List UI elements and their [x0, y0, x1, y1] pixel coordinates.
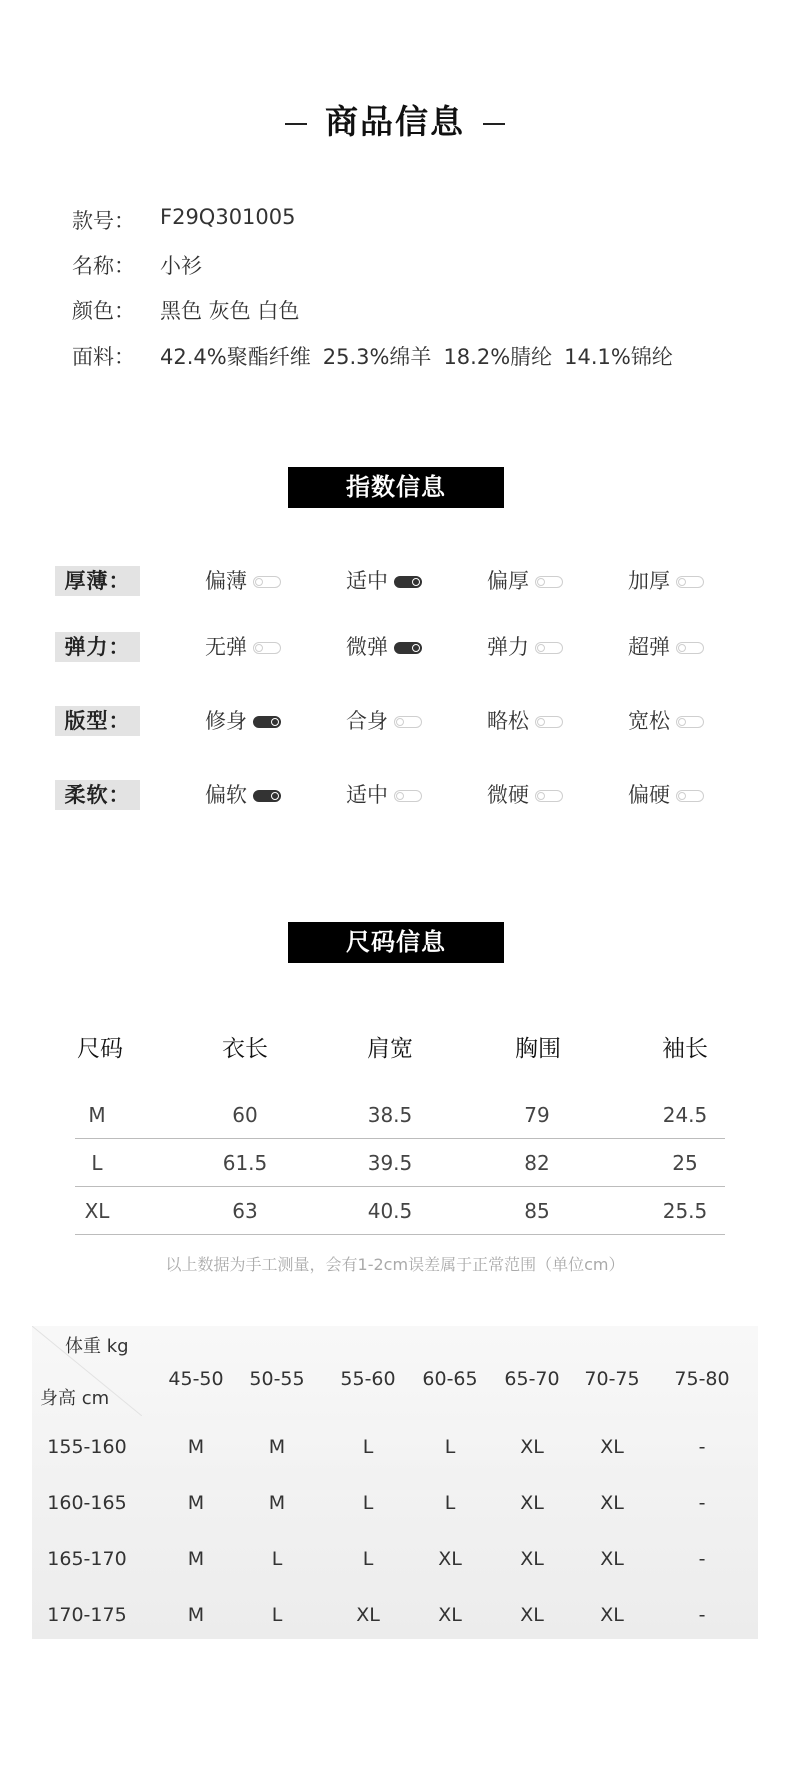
index-option	[487, 632, 563, 662]
info-label: 颜色：	[72, 299, 135, 323]
index-option-label: 适中	[346, 783, 388, 807]
index-option	[487, 566, 563, 596]
toggle-on-icon	[253, 790, 281, 802]
info-value-item: 小衫	[160, 254, 202, 278]
size-cell: 38.5	[367, 1103, 413, 1127]
height-row-label: 160-165	[47, 1492, 127, 1514]
matrix-cell: -	[698, 1492, 706, 1514]
index-option-label: 适中	[346, 569, 388, 593]
weight-header: 55-60	[340, 1368, 396, 1390]
product-title-text: 商品信息	[325, 102, 465, 141]
size-header: 衣长	[222, 1036, 268, 1062]
info-value	[160, 295, 311, 325]
index-option-label: 弹力	[487, 635, 529, 659]
matrix-cell: M	[268, 1492, 286, 1514]
matrix-cell: M	[187, 1548, 205, 1570]
toggle-off-icon	[676, 576, 704, 588]
size-cell: 79	[524, 1103, 550, 1127]
matrix-cell: L	[271, 1604, 283, 1626]
toggle-off-icon	[253, 642, 281, 654]
index-option	[346, 706, 422, 736]
index-option-label: 偏厚	[487, 569, 529, 593]
fabric-item: 42.4%聚酯纤维	[160, 345, 311, 369]
size-cell: 25	[672, 1151, 698, 1175]
index-option	[205, 632, 281, 662]
toggle-off-icon	[535, 576, 563, 588]
toggle-off-icon	[535, 642, 563, 654]
product-title	[0, 96, 790, 143]
toggle-off-icon	[676, 642, 704, 654]
index-option	[628, 706, 704, 736]
size-header: 胸围	[515, 1036, 561, 1062]
info-label: 面料：	[72, 345, 135, 369]
index-option-label: 无弹	[205, 635, 247, 659]
matrix-cell: XL	[520, 1492, 544, 1514]
index-option-label: 微弹	[346, 635, 388, 659]
toggle-off-icon	[394, 790, 422, 802]
weight-header: 75-80	[674, 1368, 730, 1390]
size-row-divider	[75, 1186, 725, 1187]
toggle-on-icon	[394, 576, 422, 588]
index-option-label: 宽松	[628, 709, 670, 733]
toggle-off-icon	[535, 716, 563, 728]
toggle-off-icon	[676, 716, 704, 728]
size-row-divider	[75, 1234, 725, 1235]
size-cell: 63	[232, 1199, 258, 1223]
info-value-item: 黑色 灰色 白色	[160, 299, 300, 323]
height-row-label: 170-175	[47, 1604, 127, 1626]
height-row-label: 165-170	[47, 1548, 127, 1570]
matrix-cell: M	[187, 1436, 205, 1458]
toggle-off-icon	[676, 790, 704, 802]
size-cell: 60	[232, 1103, 258, 1127]
index-option	[346, 780, 422, 810]
fabric-item: 18.2%腈纶	[443, 345, 553, 369]
index-option-label: 合身	[346, 709, 388, 733]
index-option-label: 偏薄	[205, 569, 247, 593]
index-option	[346, 566, 422, 596]
title-dash-right	[483, 123, 505, 125]
title-dash-left	[285, 123, 307, 125]
matrix-cell: M	[187, 1492, 205, 1514]
size-cell: 61.5	[222, 1151, 268, 1175]
matrix-cell: L	[362, 1436, 374, 1458]
size-cell: 24.5	[662, 1103, 708, 1127]
index-row-label: 版型：	[55, 706, 140, 736]
matrix-cell: XL	[520, 1548, 544, 1570]
info-value-item: F29Q301005	[160, 205, 296, 229]
size-title: 尺码信息	[288, 922, 504, 963]
size-cell: 85	[524, 1199, 550, 1223]
index-option-label: 偏软	[205, 783, 247, 807]
size-header: 袖长	[662, 1036, 708, 1062]
index-option	[628, 780, 704, 810]
matrix-cell: -	[698, 1548, 706, 1570]
index-option	[628, 566, 704, 596]
index-option	[487, 706, 563, 736]
size-cell: 25.5	[662, 1199, 708, 1223]
index-option-label: 偏硬	[628, 783, 670, 807]
index-option-label: 修身	[205, 709, 247, 733]
size-row-label: XL	[84, 1199, 110, 1223]
size-row-label: L	[91, 1151, 103, 1175]
weight-header: 45-50	[168, 1368, 224, 1390]
matrix-cell: L	[271, 1548, 283, 1570]
size-cell: 82	[524, 1151, 550, 1175]
index-row-label: 弹力：	[55, 632, 140, 662]
matrix-cell: XL	[600, 1436, 624, 1458]
matrix-cell: XL	[438, 1548, 462, 1570]
height-row-label: 155-160	[47, 1436, 127, 1458]
size-cell: 40.5	[367, 1199, 413, 1223]
matrix-cell: L	[444, 1436, 456, 1458]
index-row-label: 厚薄：	[55, 566, 140, 596]
size-note: 以上数据为手工测量，会有1-2cm误差属于正常范围（单位cm）	[165, 1255, 625, 1274]
size-row-divider	[75, 1138, 725, 1139]
matrix-cell: L	[362, 1548, 374, 1570]
matrix-cell: XL	[600, 1548, 624, 1570]
index-option-label: 超弹	[628, 635, 670, 659]
info-label: 款号：	[72, 209, 135, 233]
weight-header: 60-65	[422, 1368, 478, 1390]
index-option-label: 加厚	[628, 569, 670, 593]
toggle-on-icon	[394, 642, 422, 654]
weight-header: 65-70	[504, 1368, 560, 1390]
matrix-cell: L	[362, 1492, 374, 1514]
index-option-label: 微硬	[487, 783, 529, 807]
matrix-cell: L	[444, 1492, 456, 1514]
matrix-cell: M	[187, 1604, 205, 1626]
fabric-item: 25.3%绵羊	[322, 345, 432, 369]
matrix-cell: M	[268, 1436, 286, 1458]
weight-axis-label: 体重 kg	[65, 1336, 129, 1357]
fabric-item: 14.1%锦纶	[564, 345, 673, 369]
matrix-cell: XL	[520, 1604, 544, 1626]
height-axis-label: 身高 cm	[40, 1388, 110, 1409]
weight-header: 70-75	[584, 1368, 640, 1390]
matrix-cell: XL	[356, 1604, 380, 1626]
toggle-on-icon	[253, 716, 281, 728]
index-option-label: 略松	[487, 709, 529, 733]
toggle-off-icon	[535, 790, 563, 802]
matrix-cell: XL	[600, 1604, 624, 1626]
size-header: 肩宽	[367, 1036, 413, 1062]
size-row-label: M	[88, 1103, 106, 1127]
info-value	[160, 341, 685, 371]
info-value	[160, 250, 214, 280]
matrix-cell: XL	[600, 1492, 624, 1514]
info-label: 名称：	[72, 254, 135, 278]
matrix-cell: XL	[438, 1604, 462, 1626]
toggle-off-icon	[253, 576, 281, 588]
size-cell: 39.5	[367, 1151, 413, 1175]
index-option	[628, 632, 704, 662]
toggle-off-icon	[394, 716, 422, 728]
weight-header: 50-55	[249, 1368, 305, 1390]
size-header: 尺码	[77, 1036, 123, 1062]
index-option	[346, 632, 422, 662]
matrix-cell: -	[698, 1604, 706, 1626]
index-option	[205, 566, 281, 596]
index-row-label: 柔软：	[55, 780, 140, 810]
info-value	[160, 205, 308, 229]
index-title: 指数信息	[288, 467, 504, 508]
index-option	[205, 780, 281, 810]
matrix-corner	[32, 1326, 142, 1416]
index-option	[205, 706, 281, 736]
index-option	[487, 780, 563, 810]
matrix-cell: XL	[520, 1436, 544, 1458]
matrix-cell: -	[698, 1436, 706, 1458]
